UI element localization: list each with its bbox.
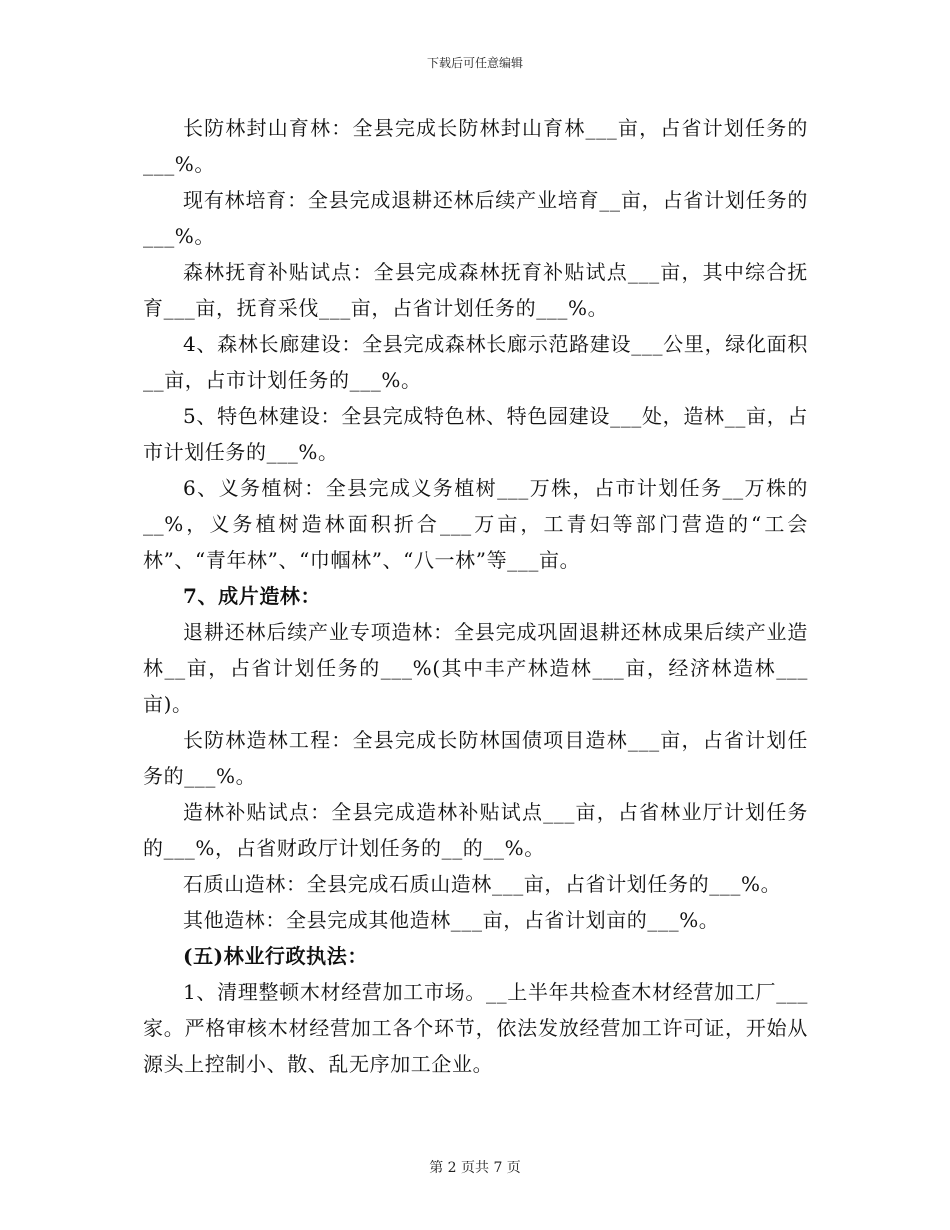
paragraph: 6、义务植树：全县完成义务植树___万株，占市计划任务__万株的__%，义务植树造林面积折合___万亩，工青妇等部门营造的“工会林”、“青年林”、“巾帼林”、“八一林”等___亩。 — [143, 476, 808, 572]
paragraph: 其他造林：全县完成其他造林___亩，占省计划亩的___%。 — [183, 908, 720, 932]
page-header: 下载后可任意编辑 — [426, 56, 523, 70]
paragraph: 5、特色林建设：全县完成特色林、特色园建设___处，造林__亩，占市计划任务的___%。 — [143, 404, 808, 464]
paragraph: 4、森林长廊建设：全县完成森林长廊示范路建设___公里，绿化面积__亩，占市计划任务的___%。 — [143, 332, 808, 392]
section-heading: 7、成片造林： — [183, 584, 322, 608]
paragraph: 造林补贴试点：全县完成造林补贴试点___亩，占省林业厅计划任务的___%，占省财政厅计划任务的__的__%。 — [143, 800, 808, 860]
paragraph: 森林抚育补贴试点：全县完成森林抚育补贴试点___亩，其中综合抚育___亩，抚育采伐___亩，占省计划任务的___%。 — [143, 260, 808, 320]
paragraph: 石质山造林：全县完成石质山造林___亩，占省计划任务的___%。 — [183, 872, 782, 896]
document-body — [143, 110, 808, 1082]
paragraph: 长防林造林工程：全县完成长防林国债项目造林___亩，占省计划任务的___%。 — [143, 728, 808, 788]
page-footer: 第 2 页共 7 页 — [429, 1160, 521, 1176]
paragraph: 现有林培育：全县完成退耕还林后续产业培育__亩，占省计划任务的___%。 — [143, 188, 808, 248]
paragraph: 1、清理整顿木材经营加工市场。__上半年共检查木材经营加工厂___家。严格审核木材经营加工各个环节，依法发放经营加工许可证，开始从源头上控制小、散、乱无序加工企业。 — [143, 980, 808, 1076]
paragraph: 长防林封山育林：全县完成长防林封山育林___亩，占省计划任务的___%。 — [143, 116, 808, 176]
paragraph: 退耕还林后续产业专项造林：全县完成巩固退耕还林成果后续产业造林__亩，占省计划任务的___%(其中丰产林造林___亩，经济林造林___亩)。 — [143, 620, 808, 716]
section-heading: (五)林业行政执法： — [183, 944, 368, 968]
